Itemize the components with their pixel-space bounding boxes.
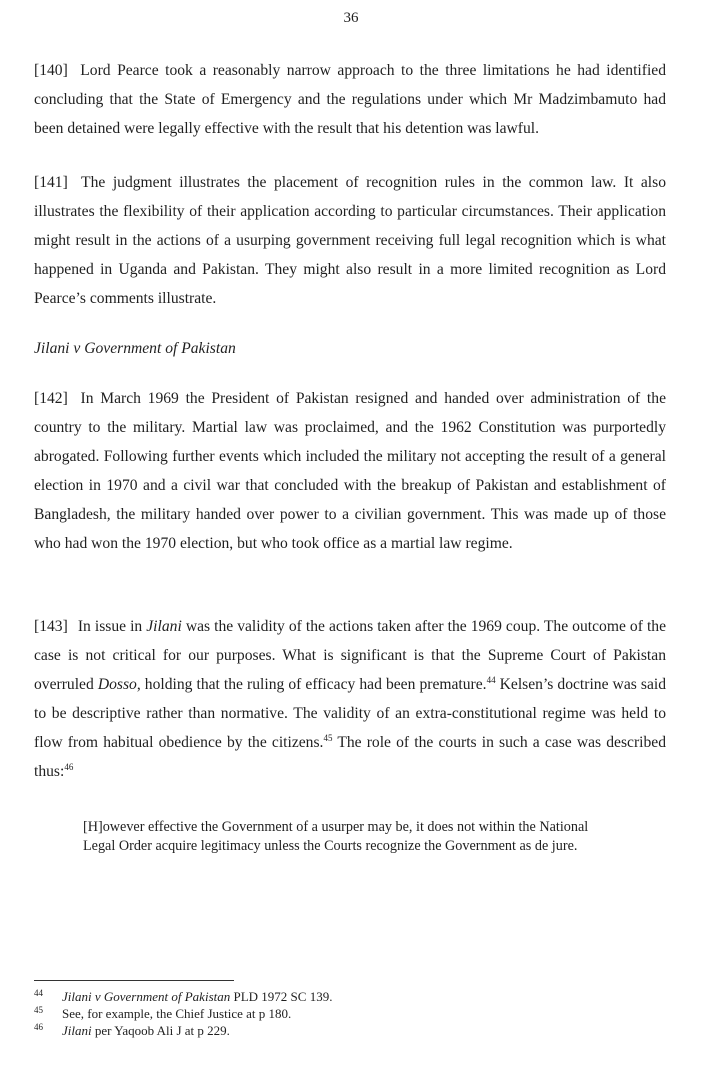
footnote-number: 45	[34, 1005, 43, 1015]
paragraph-text: In March 1969 the President of Pakistan resigned and handed over administration of the country to the military. Martial law was proclaimed, and the 1962 Constitution was purportedly abrogated. Following further events which included the military not accepting the result of a general election in 1970 and a civil war that concluded with the breakup of Pakistan and establishment of Bangladesh, the military handed over power to a civilian government. This was made up of those who had won the 1970 election, but who took office as a martial law regime.	[34, 390, 666, 552]
case-name: Dosso	[97, 676, 137, 693]
paragraph-text: was the validity of the actions taken after the 1969 coup. The outcome of the case is not critical for our purposes. What is significant is that the Supreme Court of Pakistan overruled	[34, 618, 666, 693]
footnote-text: per Yaqoob Ali J at p 229.	[91, 1023, 230, 1038]
paragraph-text: The judgment illustrates the placement of recognition rules in the common law. It also illustrates the flexibility of their application according to particular circumstances. Their application might result in the actions of a usurping government receiving full legal recognition which is what happened in Uganda and Pakistan. They might also result in a more limited recognition as Lord Pearce’s comments illustrate.	[34, 174, 666, 307]
footnote-number: 46	[34, 1022, 43, 1032]
footnote-46	[34, 1022, 634, 1039]
paragraph-141	[34, 168, 666, 313]
footnote-text: PLD 1972 SC 139.	[230, 989, 333, 1004]
paragraph-142	[34, 384, 666, 558]
footnote-ref[interactable]: 44	[486, 674, 496, 685]
paragraph-143	[34, 612, 666, 786]
footnote-44	[34, 988, 634, 1005]
page-number: 36	[343, 10, 359, 26]
paragraph-text: Lord Pearce took a reasonably narrow approach to the three limitations he had identified concluding that the State of Emergency and the regulations under which Mr Madzimbamuto had been detained were legally effective with the result that his detention was lawful.	[34, 62, 667, 137]
paragraph-text: In issue in	[77, 618, 147, 635]
paragraph-number: [140]	[34, 62, 68, 79]
paragraph-number: [141]	[34, 174, 68, 191]
paragraph-text: The role of the courts in such a case was described thus:	[34, 734, 667, 780]
paragraph-number: [143]	[34, 618, 68, 635]
footnote-ref[interactable]: 45	[323, 732, 333, 743]
paragraph-number: [142]	[34, 390, 68, 407]
case-name: Jilani	[146, 618, 182, 635]
footnote-number: 44	[34, 988, 43, 998]
block-quote: [H]owever effective the Government of a usurper may be, it does not within the National Legal Order acquire legitimacy unless the Courts recognize the Government as de jure.	[83, 819, 589, 854]
paragraph-text: , holding that the ruling of efficacy had been premature.	[136, 676, 487, 693]
footnote-45	[34, 1005, 634, 1022]
footnote-ref[interactable]: 46	[64, 761, 74, 772]
footnote-text: See, for example, the Chief Justice at p 180.	[62, 1006, 292, 1021]
case-name: Jilani v Government of Pakistan	[62, 989, 231, 1004]
footnotes	[34, 988, 634, 1039]
footnote-divider	[34, 980, 234, 981]
paragraph-140	[34, 56, 666, 143]
section-heading: Jilani v Government of Pakistan	[34, 340, 236, 357]
case-name: Jilani	[62, 1023, 92, 1038]
paragraph-text: Kelsen’s doctrine was said to be descriptive rather than normative. The validity of an extra-constitutional regime was held to flow from habitual obedience by the citizens.	[34, 676, 666, 751]
